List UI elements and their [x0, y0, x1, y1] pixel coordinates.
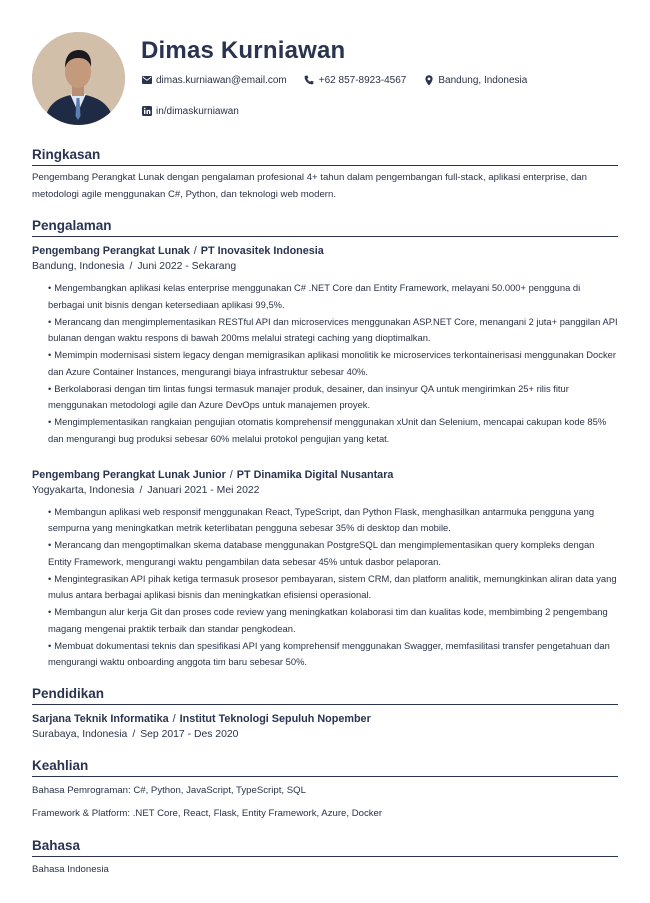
bullet-item: • Membangun aplikasi web responsif menggunakan React, TypeScript, dan Python Flask, menghasilkan antarmuka pengguna yang sempurna yang meningkatkan metrik keterlibatan pengguna sebesar 35% di desktop dan mobile. [48, 505, 595, 534]
school: Institut Teknologi Sepuluh Nopember [179, 713, 371, 725]
job-entry [32, 468, 618, 672]
bullet-item: • Mengimplementasikan rangkaian pengujian otomatis komprehensif menggunakan xUnit dan Selenium, mencapai cakupan kode 85% dan mengurangi bug produksi sebesar 60% melalui protokol pengujian yang ketat. [48, 416, 607, 444]
section-title-education: Pendidikan [32, 685, 618, 705]
section-title-summary: Ringkasan [32, 146, 618, 166]
contact-info [141, 73, 618, 118]
education-location: Surabaya, Indonesia [32, 729, 128, 740]
job-heading [32, 468, 618, 483]
degree: Sarjana Teknik Informatika [32, 713, 169, 725]
linkedin-icon [141, 106, 152, 117]
summary-section [32, 146, 618, 203]
job-heading [32, 244, 618, 259]
bullet-item: • Memimpin modernisasi sistem legacy dengan memigrasikan aplikasi monolitik ke microservices terkontainerisasi menggunakan Docker dan Azure Container Instances, mengurangi biaya infrastruktur sebesar 40%. [48, 349, 616, 377]
mail-icon [141, 75, 152, 86]
linkedin-text: in/dimaskurniawan [156, 105, 239, 117]
job-bullets [32, 504, 618, 672]
job-company: PT Inovasitek Indonesia [200, 245, 324, 257]
email-text: dimas.kurniawan@email.com [156, 74, 287, 86]
summary-text: Pengembang Perangkat Lunak dengan pengalaman profesional 4+ tahun dalam pengembangan full-stack, aplikasi enterprise, dan metodologi agile menggunakan C#, Python, dan teknologi web modern. [32, 172, 587, 200]
job-location: Yogyakarta, Indonesia [32, 484, 135, 496]
languages-section [32, 837, 618, 877]
bullet-item: • Berkolaborasi dengan tim lintas fungsi termasuk manajer produk, desainer, dan insinyur QA untuk mengirimkan 25+ rilis fitur menggunakan metodologi agile dan Azure DevOps untuk manajemen proyek. [48, 382, 569, 411]
bullet-item: • Membuat dokumentasi teknis dan spesifikasi API yang komprehensif menggunakan Swagger, memfasilitasi transfer pengetahuan dan mengurangi waktu onboarding anggota tim baru sebesar 50%. [48, 639, 610, 668]
job-meta [32, 484, 618, 498]
skill-line: Framework & Platform: .NET Core, React, Flask, Entity Framework, Azure, Docker [32, 808, 383, 819]
candidate-name: Dimas Kurniawan [141, 37, 346, 64]
skills-section [32, 757, 618, 821]
contact-row-secondary [141, 104, 618, 118]
profile-photo [32, 32, 125, 125]
phone-icon [304, 75, 315, 86]
job-bullets [32, 280, 618, 448]
bullet-item: • Membangun alur kerja Git dan proses code review yang meningkatkan kolaborasi tim dan kualitas kode, membimbing 2 pengembang magang mengenai praktik terbaik dan standar pengkodean. [48, 606, 608, 634]
bullet-item: • Mengembangkan aplikasi kelas enterprise menggunakan C# .NET Core dan Entity Framework, melayani 50.000+ pengguna di berbagai unit bisnis dengan ketersediaan aplikasi 99,5%. [48, 282, 581, 310]
bullet-item: • Merancang dan mengimplementasikan RESTful API dan microservices menggunakan ASP.NET Core, menangani 2 juta+ panggilan API bulanan dengan waktu respons di bawah 200ms melalui strategi caching yang dioptimalkan. [48, 315, 618, 344]
section-title-experience: Pengalaman [32, 217, 618, 237]
skill-line: Bahasa Pemrograman: C#, Python, JavaScript, TypeScript, SQL [32, 785, 306, 796]
profile-photo-illustration [32, 32, 125, 125]
bullet-item: • Mengintegrasikan API pihak ketiga termasuk prosesor pembayaran, sistem CRM, dan platform analitik, memungkinkan aliran data yang mulus antara berbagai aplikasi bisnis dan meningkatkan efisiensi operasional. [48, 572, 617, 601]
contact-row-primary [141, 73, 618, 87]
job-period: Juni 2022 - Sekarang [137, 261, 237, 272]
separator: / [229, 468, 233, 481]
separator: / [193, 245, 197, 257]
contact-location [423, 75, 527, 86]
job-meta [32, 260, 618, 274]
education-meta [32, 728, 618, 742]
separator: / [139, 484, 143, 496]
location-pin-icon [423, 75, 434, 86]
job-location: Bandung, Indonesia [32, 261, 125, 272]
bullet-item: • Merancang dan mengoptimalkan skema database menggunakan PostgreSQL dan mengimplementasikan query kompleks dengan Entity Framework, mengurangi waktu pengambilan data sebesar 45% untuk dasbor pelaporan. [48, 539, 595, 567]
job-company: PT Dinamika Digital Nusantara [236, 468, 394, 481]
separator: / [132, 729, 136, 740]
contact-email[interactable] [141, 75, 287, 86]
education-period: Sep 2017 - Des 2020 [140, 729, 239, 740]
separator: / [129, 261, 133, 272]
education-section [32, 685, 618, 742]
contact-linkedin[interactable] [141, 106, 239, 117]
job-period: Januari 2021 - Mei 2022 [147, 484, 260, 496]
language-item: Bahasa Indonesia [32, 864, 109, 875]
experience-section [32, 217, 618, 671]
resume-header [32, 32, 618, 125]
job-role: Pengembang Perangkat Lunak Junior [32, 468, 226, 481]
contact-phone[interactable] [304, 75, 407, 86]
section-title-languages: Bahasa [32, 837, 618, 857]
job-role: Pengembang Perangkat Lunak [32, 245, 190, 257]
education-heading [32, 712, 618, 727]
section-title-skills: Keahlian [32, 757, 618, 777]
phone-text: +62 857-8923-4567 [318, 74, 407, 86]
job-entry [32, 244, 618, 448]
separator: / [172, 713, 176, 725]
location-text: Bandung, Indonesia [438, 74, 528, 86]
